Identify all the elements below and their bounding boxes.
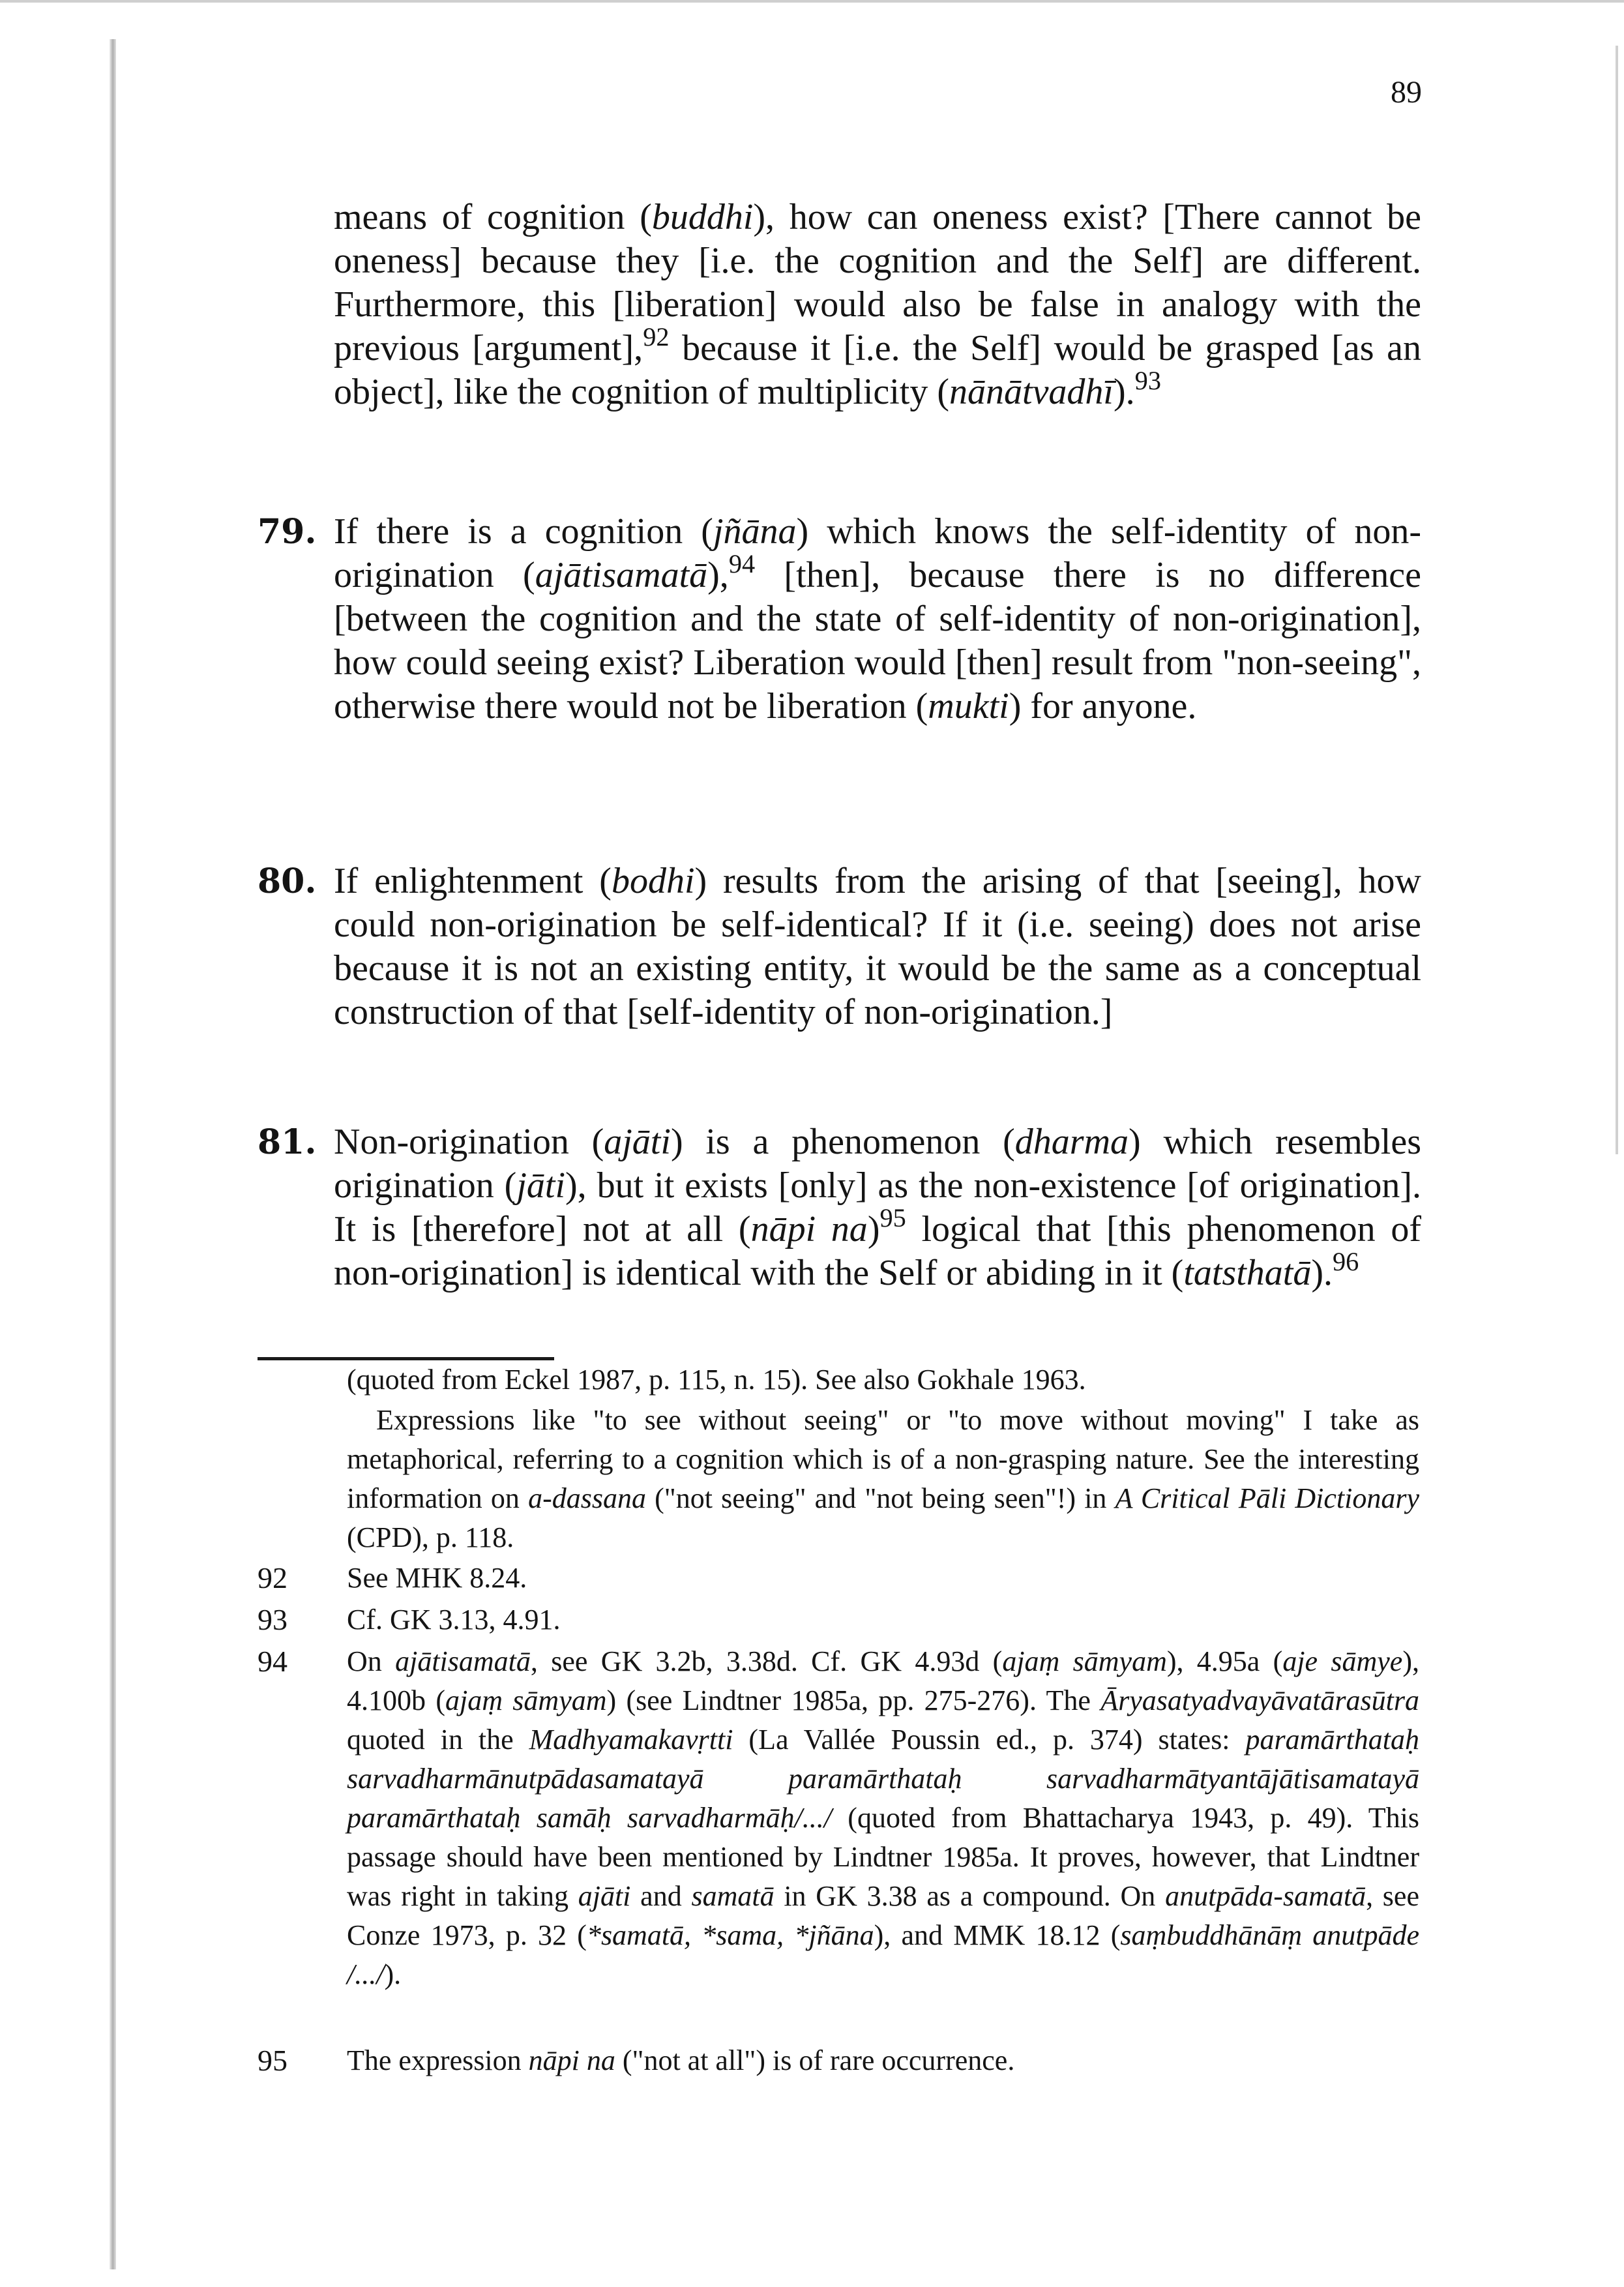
text-run: ).: [1311, 1253, 1333, 1293]
verse-81: [258, 1120, 1421, 1295]
italic-term: nānātvadhī: [949, 372, 1114, 412]
italic-term: a-dassana: [528, 1482, 646, 1514]
text-run: (quoted from Bhattacharya 1943, p. 49). This passage should have been mentioned by Lindtner 1985a. It proves, however, that Lindtner was right in taking: [347, 1802, 1419, 1912]
verse-number: 79.: [258, 512, 317, 552]
footnote-text: [347, 1600, 1419, 1639]
text-run: ), but it exists [only] as the non-existence [of origination]. It is [therefore] not at all (: [334, 1165, 1422, 1249]
text-run: because it [i.e. the Self] would be grasped [as an object], like the cognition of multiplicity (: [334, 328, 1421, 412]
footnote-93: [258, 1600, 1419, 1639]
italic-term: samatā: [691, 1880, 775, 1912]
text-run: ), 4.100b (: [347, 1645, 1419, 1716]
italic-term: paramārthataḥ sarvadharmānutpādasamatayā paramārthataḥ sarvadharmātyantājātisamatayā paramārthataḥ samāḥ sarvadharmāḥ/.../: [347, 1724, 1419, 1834]
text-run: ), 4.95a (: [1166, 1645, 1283, 1677]
italic-term: dharma: [1014, 1122, 1129, 1162]
text-run: See MHK 8.24.: [347, 1562, 527, 1594]
text-run: quoted in the: [347, 1724, 529, 1756]
footnote-number: 95: [258, 2044, 288, 2077]
text-run: Cf. GK 3.13, 4.91.: [347, 1604, 561, 1636]
footnote-marker: 93: [1134, 365, 1161, 395]
italic-term: ajātisamatā: [395, 1645, 531, 1677]
text-run: (quoted from Eckel 1987, p. 115, n. 15). See also Gokhale 1963.: [347, 1364, 1086, 1396]
italic-term: ajāti: [578, 1880, 631, 1912]
italic-term: *samatā, *sama, *jñāna: [586, 1919, 874, 1951]
text-run: ) which resembles origination (: [334, 1122, 1421, 1206]
footnote-number: 92: [258, 1561, 288, 1594]
footnote-text: [347, 1642, 1419, 1994]
text-run: ) is a phenomenon (: [670, 1122, 1015, 1162]
text-run: means of cognition (: [334, 197, 652, 237]
text-run: ), how can oneness exist? [There cannot be oneness] because they [i.e. the cognition and the Self] are different. Furthermore, this [liberation] would also be false in analogy with the previous [argument],: [334, 197, 1422, 368]
footnote-continuation-paragraph: [347, 1401, 1419, 1557]
text-run: ) which knows the self-identity of non-origination (: [334, 511, 1422, 595]
text-run: ("not seeing" and "not being seen"!) in: [645, 1482, 1115, 1514]
italic-term: nāpi na: [750, 1209, 868, 1249]
italic-term: nāpi na: [528, 2044, 615, 2076]
italic-term: bodhi: [611, 861, 695, 901]
intro-paragraph: [334, 196, 1421, 414]
italic-term: anutpāda-samatā: [1165, 1880, 1366, 1912]
italic-term: Madhyamakavṛtti: [529, 1724, 733, 1756]
text-run: [then], because there is no difference [between the cognition and the state of self-identity of non-origination], how could seeing exist? Liberation would [then] result from "non-seeing", otherwise there would not be liberation (: [334, 555, 1422, 726]
verse-79: [258, 510, 1421, 728]
footnote-number: 94: [258, 1645, 288, 1678]
italic-term: jāti: [516, 1165, 566, 1206]
text-run: ).: [384, 1958, 402, 1990]
footnote-continuation-line: [347, 1360, 1419, 1399]
text-run: logical that [this phenomenon of non-origination] is identical with the Self or abiding in it (: [334, 1209, 1421, 1293]
text-run: On: [347, 1645, 396, 1677]
italic-term: ajaṃ sāmyam: [445, 1684, 607, 1716]
italic-term: ajātisamatā: [535, 555, 708, 595]
text-run: ) (see Lindtner 1985a, pp. 275-276). The: [606, 1684, 1101, 1716]
footnote-marker: 96: [1333, 1246, 1359, 1276]
text-run: ).: [1114, 372, 1135, 412]
scan-edge-top: [0, 0, 1624, 3]
scan-binding-shadow: [110, 39, 116, 2269]
text-run: Expressions like "to see without seeing" or "to move without moving" I take as metaphorical, referring to a cognition which is of a non-grasping nature. See the interesting information on: [347, 1404, 1419, 1514]
footnote-marker: 94: [728, 548, 756, 578]
text-run: and: [630, 1880, 692, 1912]
text-run: ), and MMK 18.12 (: [874, 1919, 1121, 1951]
italic-term: Āryasatyadvayāvatārasūtra: [1100, 1684, 1420, 1716]
italic-term: saṃbuddhānāṃ anutpāde /.../: [347, 1919, 1420, 1990]
text-run: If enlightenment (: [334, 861, 612, 901]
verse-text: [334, 510, 1421, 728]
italic-term: jñāna: [713, 511, 797, 552]
text-run: (CPD), p. 118.: [347, 1521, 514, 1553]
text-run: , see Conze 1973, p. 32 (: [347, 1880, 1419, 1951]
footnote-text: [347, 2041, 1419, 2080]
verse-text: [334, 1120, 1421, 1295]
text-run: ) results from the arising of that [seeing], how could non-origination be self-identical? If it (i.e. seeing) does not arise because it is not an existing entity, it would be the same as a conceptual construction of that [self-identity of non-origination.]: [334, 861, 1421, 1032]
footnote-92: [258, 1559, 1419, 1598]
text-run: ),: [707, 555, 729, 595]
italic-term: ajaṃ sāmyam: [1002, 1645, 1167, 1677]
footnote-94: [258, 1642, 1419, 1994]
italic-term: ajāti: [604, 1122, 671, 1162]
text-run: ) for anyone.: [1009, 686, 1197, 726]
italic-term: A Critical Pāli Dictionary: [1115, 1482, 1420, 1514]
italic-term: tatsthatā: [1183, 1253, 1312, 1293]
footnote-marker: 95: [879, 1203, 906, 1233]
footnote-number: 93: [258, 1603, 288, 1636]
italic-term: mukti: [928, 686, 1009, 726]
verse-number: 80.: [258, 861, 317, 901]
text-run: (La Vallée Poussin ed., p. 374) states:: [733, 1724, 1246, 1756]
verse-80: [258, 859, 1421, 1034]
footnote-marker: 92: [643, 321, 670, 351]
text-run: in GK 3.38 as a compound. On: [774, 1880, 1166, 1912]
verse-text: [334, 859, 1421, 1034]
text-run: ("not at all") is of rare occurrence.: [615, 2044, 1015, 2076]
text-run: ): [867, 1209, 880, 1249]
footnote-95: [258, 2041, 1419, 2080]
text-run: Non-origination (: [334, 1122, 604, 1162]
scan-edge-right: [1616, 46, 1618, 1154]
footnote-text: [347, 1559, 1419, 1598]
page-number: 89: [1391, 75, 1422, 110]
verse-number: 81.: [258, 1122, 317, 1162]
text-run: , see GK 3.2b, 3.38d. Cf. GK 4.93d (: [530, 1645, 1003, 1677]
italic-term: aje sāmye: [1282, 1645, 1403, 1677]
italic-term: buddhi: [651, 197, 754, 237]
text-run: The expression: [347, 2044, 529, 2076]
text-run: If there is a cognition (: [334, 511, 713, 552]
